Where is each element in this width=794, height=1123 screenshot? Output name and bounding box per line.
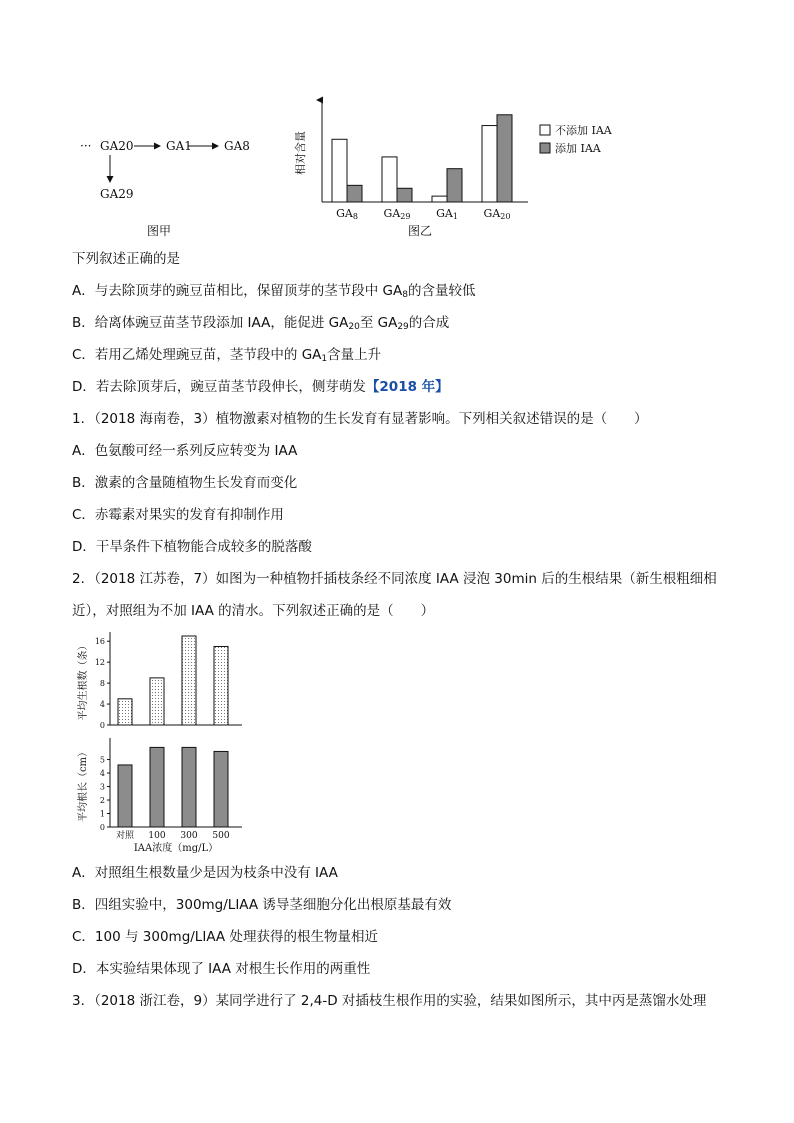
q1-option-d: D．干旱条件下植物能合成较多的脱落酸 bbox=[72, 539, 312, 555]
chart1-bar-2 bbox=[182, 636, 196, 725]
chart0-legend-label-0: 不添加 IAA bbox=[555, 124, 612, 137]
chart0-bar-1-0 bbox=[382, 157, 397, 202]
chart0-xtick-3: GA20 bbox=[483, 207, 511, 221]
q2-option-d: D．本实验结果体现了 IAA 对根生长作用的两重性 bbox=[72, 961, 371, 977]
chart0-bar-0-1 bbox=[347, 185, 362, 202]
pathway-ga20: GA20 bbox=[100, 139, 134, 153]
chart0-ylabel: 相对含量 bbox=[294, 131, 307, 175]
pathway-ga1: GA1 bbox=[166, 139, 192, 153]
chart0-xtick-2: GA1 bbox=[436, 207, 458, 221]
chart2-ytick-0: 0 bbox=[99, 823, 105, 832]
chart0-bar-3-0 bbox=[482, 126, 497, 202]
option-c1: C．若用乙烯处理豌豆苗，茎节段中的 $GA_1$含量上升 bbox=[72, 347, 382, 364]
chart2-bar-3 bbox=[214, 751, 228, 827]
lead-text: 下列叙述正确的是 bbox=[72, 251, 180, 267]
chart1-bar-1 bbox=[150, 678, 164, 725]
chart2-ylabel: 平均根长（cm） bbox=[78, 746, 89, 823]
q1-option-a: A．色氨酸可经一系列反应转变为 IAA bbox=[72, 443, 298, 459]
chart2-xtick-0: 对照 bbox=[115, 831, 135, 841]
chart1-ytick-0: 0 bbox=[99, 721, 105, 730]
pathway-ga8: GA8 bbox=[224, 139, 250, 153]
chart2-ytick-1: 1 bbox=[99, 809, 105, 819]
chart0-xtick-0: GA8 bbox=[336, 207, 358, 221]
question-1: 1．（2018 海南卷，3）植物激素对植物的生长发育有显著影响。下列相关叙述错误的是（ ） bbox=[72, 411, 648, 427]
chart2-ytick-2: 2 bbox=[99, 796, 105, 806]
pathway-prefix: ··· bbox=[80, 139, 92, 153]
chart0-bar-2-1 bbox=[447, 169, 462, 202]
pathway-ga29: GA29 bbox=[100, 187, 134, 201]
chart2-xtick-1: 100 bbox=[148, 831, 166, 841]
chart0-bar-2-0 bbox=[432, 196, 447, 202]
chart1-bar-0 bbox=[118, 699, 132, 725]
chart-ga-content bbox=[290, 95, 640, 225]
chart2-xlabel: IAA浓度（mg/L） bbox=[133, 843, 219, 854]
chart0-legend-swatch-1 bbox=[540, 143, 550, 153]
chart1-ytick-1: 4 bbox=[99, 700, 105, 710]
q2-option-c: C．100 与 300mg/LIAA 处理获得的根生物量相近 bbox=[72, 929, 378, 945]
chart0-legend-swatch-0 bbox=[540, 125, 550, 135]
q2-option-a: A．对照组生根数量少是因为枝条中没有 IAA bbox=[72, 865, 338, 881]
question-2-line-1: 2．（2018 江苏卷，7）如图为一种植物扦插枝条经不同浓度 IAA 浸泡 30min 后的生根结果（新生根粗细相 bbox=[72, 571, 717, 587]
caption-fig-b: 图乙 bbox=[408, 224, 433, 238]
question-3: 3．（2018 浙江卷，9）某同学进行了 2,4-D 对插枝生根作用的实验，结果如图所示，其中丙是蒸馏水处理 bbox=[72, 993, 707, 1009]
chart0-bar-1-1 bbox=[397, 188, 412, 202]
chart0-xtick-1: GA29 bbox=[383, 207, 411, 221]
chart2-bar-0 bbox=[118, 765, 132, 827]
chart0-legend-label-1: 添加 IAA bbox=[555, 142, 601, 155]
chart2-bar-2 bbox=[182, 747, 196, 827]
chart2-ytick-3: 3 bbox=[99, 782, 105, 792]
chart1-bar-3 bbox=[214, 646, 228, 725]
chart1-ylabel: 平均生根数（条） bbox=[78, 640, 89, 721]
chart0-bar-0-0 bbox=[332, 139, 347, 202]
chart2-ytick-5: 5 bbox=[99, 755, 105, 765]
chart2-ytick-4: 4 bbox=[99, 769, 105, 779]
chart2-xtick-3: 500 bbox=[212, 831, 230, 841]
caption-fig-a: 图甲 bbox=[147, 224, 172, 238]
chart2-bar-1 bbox=[150, 747, 164, 827]
chart-root-length bbox=[76, 734, 256, 852]
option-b1: B．给离体豌豆苗茎节段添加 IAA，能促进 $GA_{20}$至 $GA_{29}$的合成 bbox=[72, 315, 450, 332]
q1-option-b: B．激素的含量随植物生长发育而变化 bbox=[72, 475, 298, 491]
pathway-diagram bbox=[76, 128, 266, 208]
option-a1: A．与去除顶芽的豌豆苗相比，保留顶芽的茎节段中 $GA_8$的含量较低 bbox=[72, 283, 476, 300]
q1-option-c: C．赤霉素对果实的发育有抑制作用 bbox=[72, 507, 284, 523]
chart2-xtick-2: 300 bbox=[180, 831, 198, 841]
year-tag: 【2018 年】 bbox=[365, 379, 449, 395]
question-2-line-2: 近），对照组为不加 IAA 的清水。下列叙述正确的是（ ） bbox=[72, 603, 435, 619]
chart1-ytick-2: 8 bbox=[99, 679, 105, 689]
option-d1: D．若去除顶芽后，豌豆苗茎节段伸长，侧芽萌发【2018 年】 bbox=[72, 379, 449, 395]
chart0-bar-3-1 bbox=[497, 115, 512, 202]
q2-option-b: B．四组实验中，300mg/LIAA 诱导茎细胞分化出根原基最有效 bbox=[72, 897, 452, 913]
chart1-ytick-4: 16 bbox=[94, 637, 105, 647]
chart-root-number bbox=[76, 628, 256, 728]
chart1-ytick-3: 12 bbox=[94, 658, 105, 668]
